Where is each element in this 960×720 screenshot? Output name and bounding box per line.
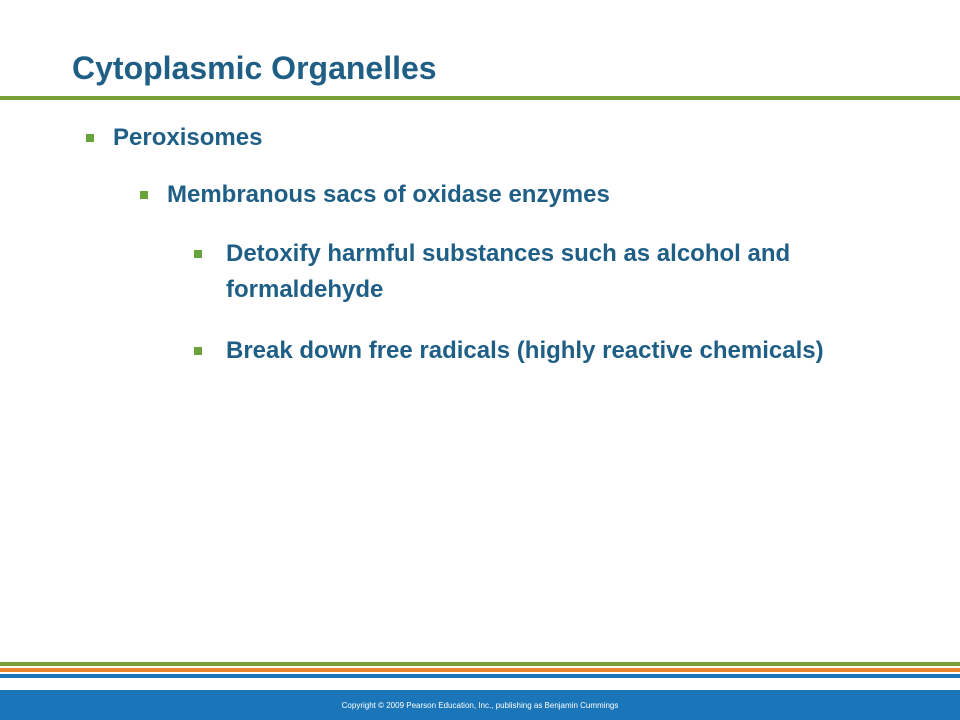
bullet-text: Peroxisomes bbox=[113, 124, 263, 151]
slide-title: Cytoplasmic Organelles bbox=[72, 50, 437, 86]
bullet-level-1 bbox=[86, 120, 262, 156]
footer-bar bbox=[0, 690, 960, 720]
square-bullet-icon bbox=[86, 134, 94, 142]
bullet-level-2 bbox=[140, 177, 610, 213]
bullet-text: Break down free radicals (highly reactive chemicals) bbox=[226, 337, 824, 364]
bullet-text: Detoxify harmful substances such as alcohol and formaldehyde bbox=[226, 240, 791, 303]
decorative-stripes bbox=[0, 662, 960, 680]
square-bullet-icon bbox=[194, 250, 202, 258]
stripe-green bbox=[0, 662, 960, 666]
bullet-level-3 bbox=[194, 236, 886, 308]
square-bullet-icon bbox=[194, 347, 202, 355]
copyright-text: Copyright © 2009 Pearson Education, Inc., publishing as Benjamin Cummings bbox=[341, 700, 619, 710]
title-underline bbox=[0, 96, 960, 100]
stripe-blue bbox=[0, 674, 960, 678]
bullet-text: Membranous sacs of oxidase enzymes bbox=[167, 181, 610, 208]
square-bullet-icon bbox=[140, 191, 148, 199]
stripe-orange bbox=[0, 668, 960, 672]
bullet-level-3 bbox=[194, 333, 886, 369]
